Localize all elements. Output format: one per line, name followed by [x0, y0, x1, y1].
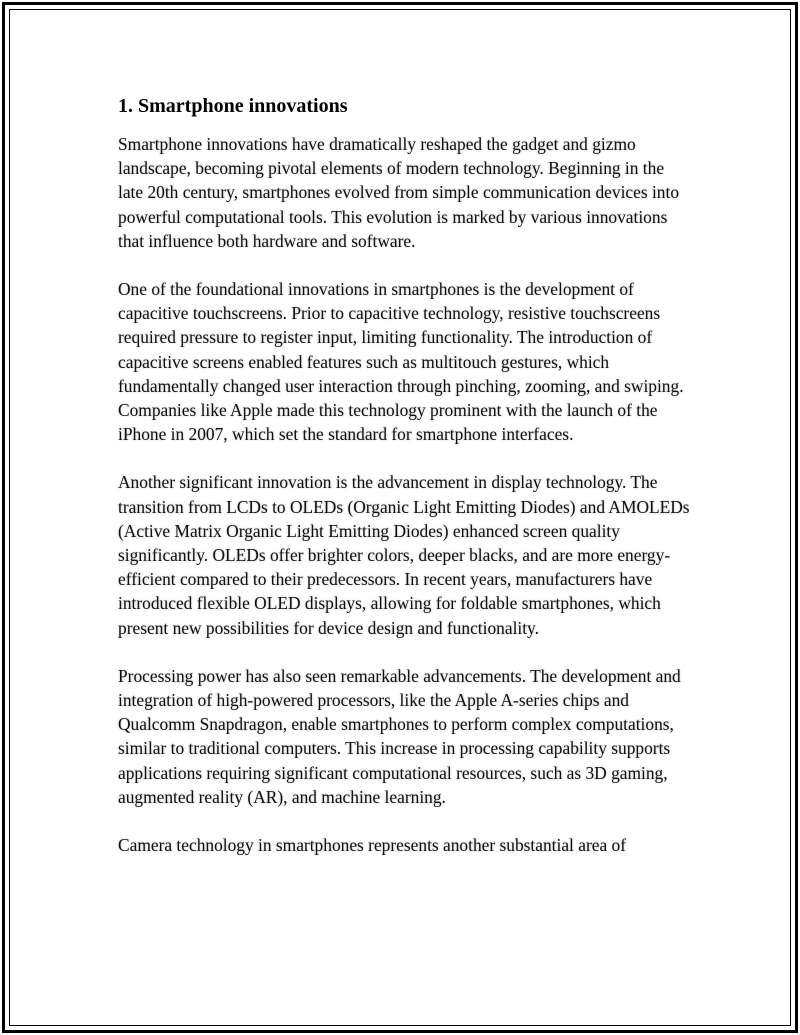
paragraph-intro: Smartphone innovations have dramatically reshaped the gadget and gizmo landscape, becoming pivotal elements of modern technology. Beginning in the late 20th century, smartphones evolved from simple communication devices into powerful computational tools. This evolution is marked by various innovations that influence both hardware and software. [118, 134, 680, 251]
paragraph-display: Another significant innovation is the advancement in display technology. The transition from LCDs to OLEDs (Organic Light Emitting Diodes) and AMOLEDs (Active Matrix Organic Light Emitting Diodes) enhanced screen quality significantly. OLEDs offer brighter colors, deeper blacks, and are more energy-efficient compared to their predecessors. In recent years, manufacturers have introduced flexible OLED displays, allowing for foldable smartphones, which present new possibilities for device design and functionality. [118, 472, 690, 638]
paragraph-camera: Camera technology in smartphones represents another substantial area of [118, 835, 627, 856]
paragraph-touchscreens: One of the foundational innovations in smartphones is the development of capacitive touchscreens. Prior to capacitive technology, resistive touchscreens required pressure to register input, limiting functionality. The introduction of capacitive screens enabled features such as multitouch gestures, which fundamentally changed user interaction through pinching, zooming, and swiping. Companies like Apple made this technology prominent with the launch of the iPhone in 2007, which set the standard for smartphone interfaces. [118, 279, 684, 445]
section-heading: 1. Smartphone innovations [118, 95, 348, 117]
document-body [118, 92, 690, 881]
paragraph-processing: Processing power has also seen remarkable advancements. The development and integration of high-powered processors, like the Apple A-series chips and Qualcomm Snapdragon, enable smartphones to perform complex computations, similar to traditional computers. This increase in processing capability supports applications requiring significant computational resources, such as 3D gaming, augmented reality (AR), and machine learning. [118, 665, 681, 807]
